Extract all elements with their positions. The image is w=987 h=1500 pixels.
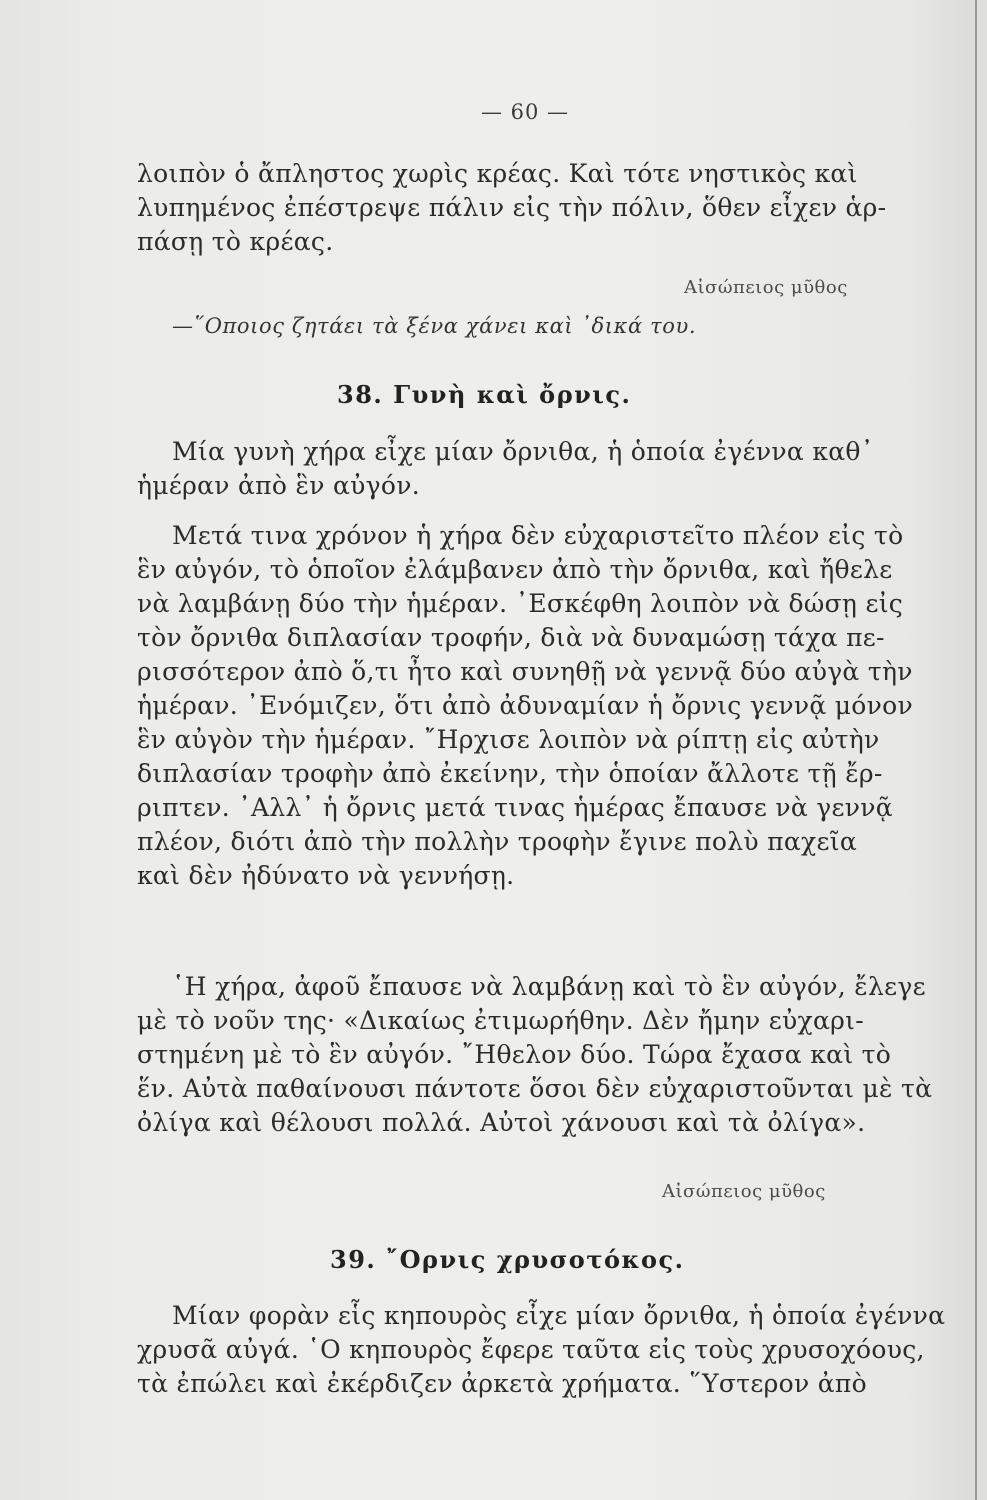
text-line: πλέον, διότι ἀπὸ τὴν πολλὴν τροφὴν ἔγινε πολὺ παχεῖα (137, 827, 858, 856)
paragraph-1 (137, 157, 897, 259)
heading-38: 38. Γυνὴ καὶ ὄρνις. (337, 380, 632, 409)
proverb: —῞Οποιος ζητάει τὰ ξένα χάνει καὶ ᾿δικά του. (172, 314, 697, 338)
text-line: στημένη μὲ τὸ ἓν αὐγόν. ῎Ηθελον δύο. Τώρα ἔχασα καὶ τὸ (137, 1040, 892, 1069)
attribution-1: Αἰσώπειος μῦθος (684, 277, 848, 298)
text-line: ὀλίγα καὶ θέλουσι πολλά. Αὐτοὶ χάνουσι καὶ τὰ ὀλίγα». (137, 1108, 866, 1137)
text-line: τὸν ὄρνιθα διπλασίαν τροφήν, διὰ νὰ δυναμώσῃ τάχα πε- (137, 623, 885, 652)
text-line: λοιπὸν ὁ ἄπληστος χωρὶς κρέας. Καὶ τότε νηστικὸς καὶ (137, 159, 858, 188)
text-line: τὰ ἐπώλει καὶ ἐκέρδιζεν ἀρκετὰ χρήματα. ῞Υστερον ἀπὸ (137, 1369, 867, 1398)
text-line: Μίαν φορὰν εἷς κηπουρὸς εἶχε μίαν ὄρνιθα, ἡ ὁποία ἐγέννα (172, 1301, 946, 1330)
text-line: Μετά τινα χρόνον ἡ χήρα δὲν εὐχαριστεῖτο πλέον εἰς τὸ (172, 521, 904, 550)
text-line: ἕν. Αὐτὰ παθαίνουσι πάντοτε ὅσοι δὲν εὐχαριστοῦνται μὲ τὰ (137, 1074, 933, 1103)
page-edge-shadow (977, 0, 987, 1500)
text-line: ἓν αὐγόν, τὸ ὁποῖον ἐλάμβανεν ἀπὸ τὴν ὄρνιθα, καὶ ἤθελε (137, 555, 893, 584)
paragraph-5 (137, 1299, 946, 1401)
text-line: λυπημένος ἐπέστρεψε πάλιν εἰς τὴν πόλιν, ὅθεν εἶχεν ἁρ- (137, 193, 887, 222)
paragraph-4 (137, 970, 933, 1140)
heading-39: 39. ῎Ορνις χρυσοτόκος. (330, 1245, 685, 1274)
page-edge-line (975, 0, 977, 1500)
text-line: διπλασίαν τροφὴν ἀπὸ ἐκείνην, τὴν ὁποίαν ἄλλοτε τῇ ἔρ- (137, 759, 883, 788)
text-line: Μία γυνὴ χήρα εἶχε μίαν ὄρνιθα, ἡ ὁποία ἐγέννα καθ᾿ (172, 437, 874, 466)
text-line: χρυσᾶ αὐγά. ῾Ο κηπουρὸς ἔφερε ταῦτα εἰς τοὺς χρυσοχόους, (137, 1335, 925, 1364)
text-line: ρισσότερον ἀπὸ ὅ,τι ἦτο καὶ συνηθῇ νὰ γεννᾷ δύο αὐγὰ τὴν (137, 657, 913, 686)
paragraph-3 (137, 519, 914, 893)
text-line: ριπτεν. ᾿Αλλ᾿ ἡ ὄρνις μετά τινας ἡμέρας ἔπαυσε νὰ γεννᾷ (137, 793, 893, 822)
text-line: νὰ λαμβάνῃ δύο τὴν ἡμέραν. ᾿Εσκέφθη λοιπὸν νὰ δώσῃ εἰς (137, 589, 904, 618)
text-line: καὶ δὲν ἠδύνατο νὰ γεννήσῃ. (137, 861, 515, 890)
text-line: ἡμέραν ἀπὸ ἓν αὐγόν. (137, 471, 420, 500)
attribution-2: Αἰσώπειος μῦθος (662, 1181, 826, 1202)
page-number: — 60 — (480, 100, 570, 124)
text-line: πάσῃ τὸ κρέας. (137, 227, 334, 256)
text-line: μὲ τὸ νοῦν της· «Δικαίως ἐτιμωρήθην. Δὲν ἤμην εὐχαρι- (137, 1006, 864, 1035)
text-line: ἓν αὐγὸν τὴν ἡμέραν. ῎Ηρχισε λοιπὸν νὰ ρίπτῃ εἰς αὐτὴν (137, 725, 880, 754)
text-line: ῾Η χήρα, ἀφοῦ ἔπαυσε νὰ λαμβάνῃ καὶ τὸ ἓν αὐγόν, ἔλεγε (172, 972, 926, 1001)
paragraph-2 (137, 435, 897, 503)
text-line: ἡμέραν. ᾿Ενόμιζεν, ὅτι ἀπὸ ἀδυναμίαν ἡ ὄρνις γεννᾷ μόνον (137, 691, 914, 720)
